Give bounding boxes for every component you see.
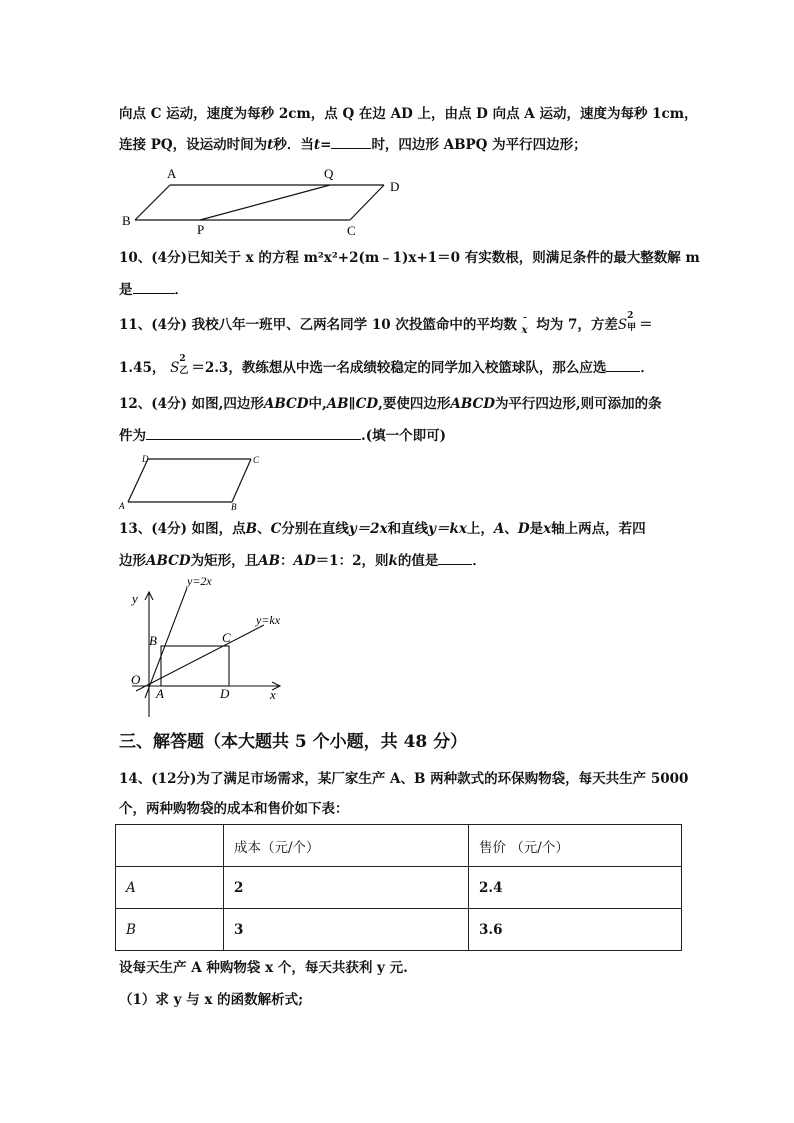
fig13-label-y2x: y=2x (187, 574, 212, 588)
q14-part1: （1）求 y 与 x 的函数解析式; (119, 992, 304, 1008)
section-3-heading: 三、解答题（本大题共 5 个小题，共 48 分） (119, 732, 468, 752)
fig13-label-ykx: y=kx (256, 613, 281, 627)
fig9-label-b: B (122, 213, 131, 228)
q13-answer-blank (438, 551, 472, 565)
fig9-label-q: Q (324, 166, 334, 181)
table-row (116, 867, 682, 909)
q12-answer-blank (146, 426, 361, 440)
table-row (116, 909, 682, 951)
q9-line1: 向点 C 运动，速度为每秒 2cm，点 Q 在边 AD 上，由点 D 向点 A 运动，速度为每秒 1cm， (119, 106, 698, 122)
q11-answer-blank (606, 358, 640, 372)
fig13-label-o: O (131, 672, 141, 687)
q13-line1: 13、(4分) 如图，点B、C分别在直线y＝2x和直线y＝kx上，A、D是x轴上两点，若四 (119, 521, 646, 537)
xbar-symbol: ¯ x (521, 317, 528, 336)
fig13-label-y: y (132, 591, 138, 606)
q10-line1: 10、(4分)已知关于 x 的方程 m²x²+2(m﹣1)x+1＝0 有实数根，则满足条件的最大整数解 m (119, 250, 700, 266)
fig9-label-p: P (197, 222, 205, 237)
table-cell: A (116, 867, 224, 909)
q14-cost-price-table (115, 824, 682, 951)
q11-line1: 11、(4分) 我校八年一班甲、乙两名同学 10 次投篮命中的平均数 ¯ x 均为 7，方差S 2 甲 ＝ (119, 316, 653, 336)
q13-line2: 边形ABCD为矩形，且AB：AD＝1：2，则k的值是 ． (119, 553, 486, 569)
table-cell: 2 (224, 867, 469, 909)
q14-line1: 14、(12分)为了满足市场需求，某厂家生产 A、B 两种款式的环保购物袋，每天共生产 5000 (119, 771, 689, 787)
fig12-label-b: B (231, 502, 237, 512)
q11-line2: 1.45， S 2 乙 ＝2.3，教练想从中选一名成绩较稳定的同学加入校篮球队，那么应选 ． (119, 354, 654, 376)
table-header-cell (116, 825, 224, 867)
fig9-label-c: C (347, 223, 356, 238)
fig9-label-d: D (390, 179, 400, 194)
table-header-cell: 售价 （元/个） (469, 825, 682, 867)
q9-answer-blank (331, 135, 371, 149)
fig13-label-c: C (222, 630, 231, 645)
q12-line1: 12、(4分) 如图,四边形ABCD中,AB∥CD,要使四边形ABCD为平行四边形,则可添加的条 (119, 396, 662, 412)
q12-parallelogram-figure (118, 452, 268, 512)
fig12-label-c: C (253, 455, 260, 465)
table-cell: 2.4 (469, 867, 682, 909)
table-header-cell: 成本（元/个） (224, 825, 469, 867)
q14-line3: 设每天生产 A 种购物袋 x 个，每天共获利 y 元. (119, 960, 408, 976)
q12-line2: 件为 .(填一个即可) (119, 428, 446, 444)
q10-line2: 是 ． (119, 282, 188, 298)
fig13-label-b: B (149, 633, 157, 648)
table-header-row (116, 825, 682, 867)
fig13-label-a: A (156, 686, 164, 701)
table-cell: 3 (224, 909, 469, 951)
q9-line2: 连接 PQ，设运动时间为t秒．当t= 时，四边形 ABPQ 为平行四边形； (119, 137, 587, 153)
q10-answer-blank (133, 280, 175, 294)
table-cell: B (116, 909, 224, 951)
q9-parallelogram-figure (118, 164, 418, 238)
q14-line2: 个，两种购物袋的成本和售价如下表： (119, 801, 349, 817)
fig12-label-d: D (142, 454, 149, 464)
fig13-label-d: D (220, 686, 230, 701)
fig9-label-a: A (167, 166, 177, 181)
q13-coordinate-figure (118, 573, 298, 723)
fig12-label-a: A (119, 501, 125, 511)
fig13-label-x: x (270, 687, 276, 702)
table-cell: 3.6 (469, 909, 682, 951)
